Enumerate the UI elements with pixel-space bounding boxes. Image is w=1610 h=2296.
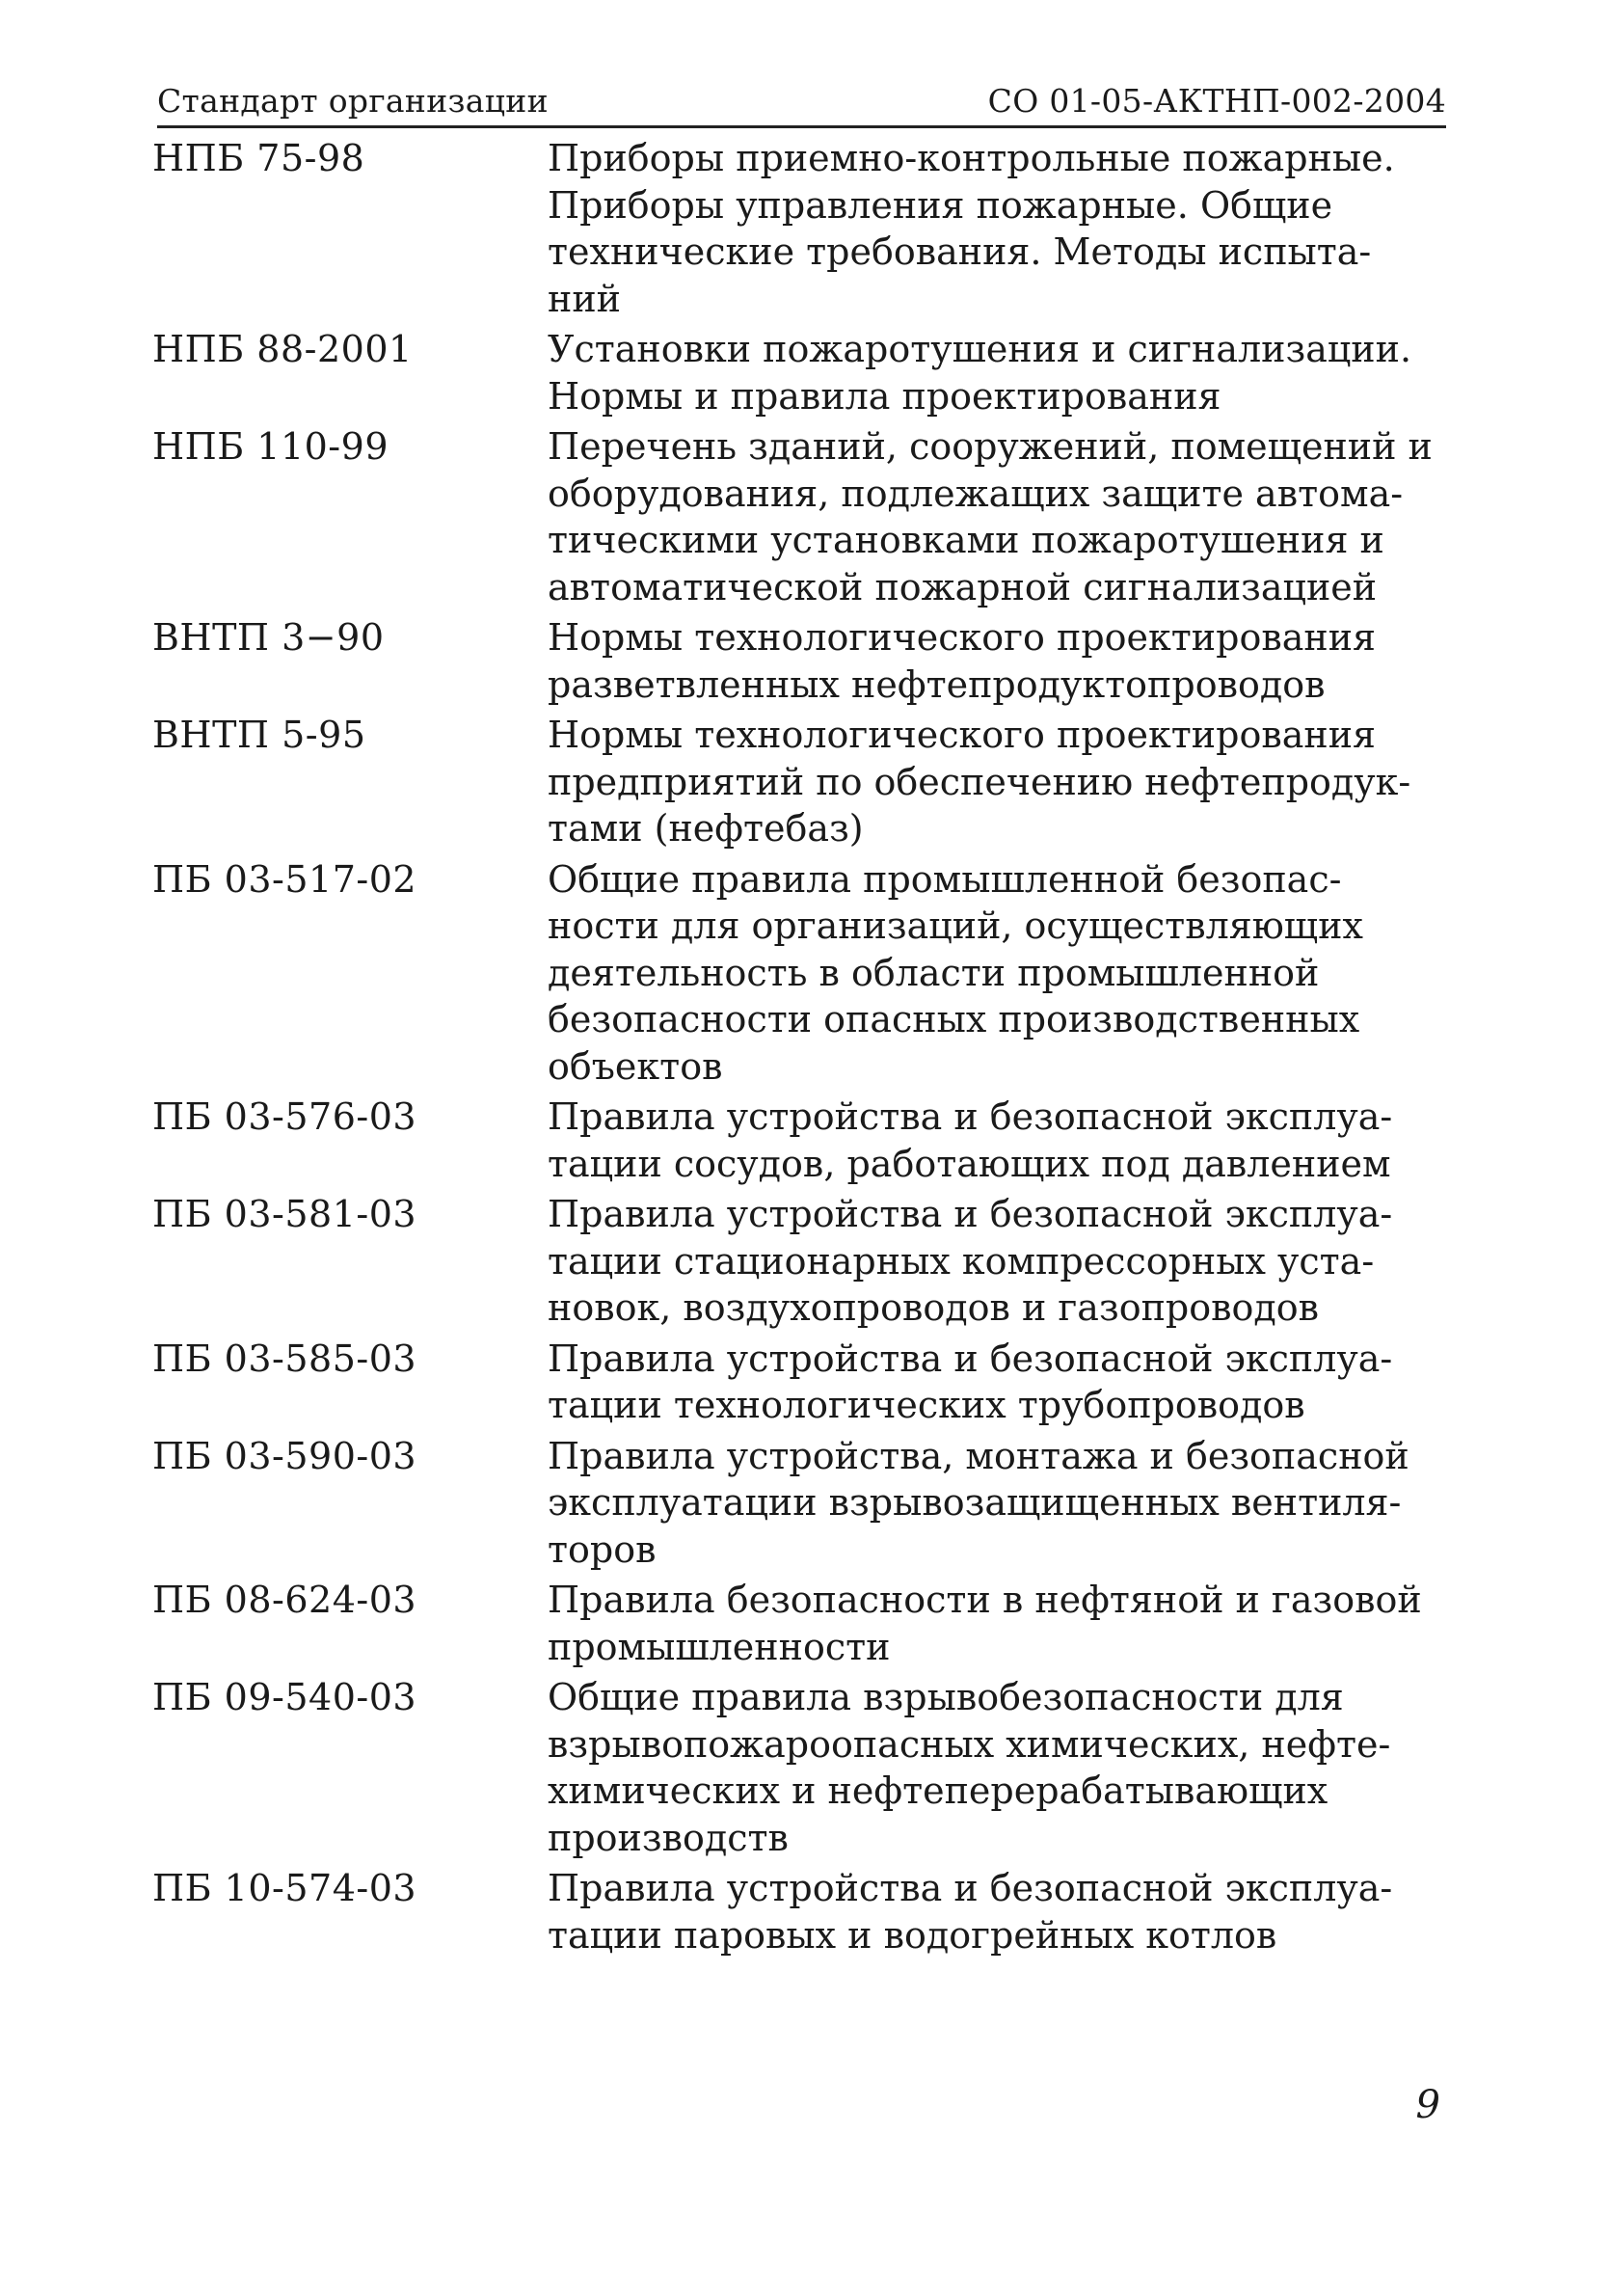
reference-entry [152,1577,1449,1670]
reference-code: ПБ 09-540-03 [152,1676,417,1718]
description-line: Нормы технологического проектирования [548,714,1377,756]
reference-description [548,1191,1449,1332]
reference-code: НПБ 110-99 [152,425,389,468]
description-line: Установки пожаротушения и сигнализации. [548,328,1412,370]
reference-entry [152,1433,1449,1574]
description-line: предприятий по обеспечению нефтепродук- [548,760,1411,803]
reference-entry [152,1674,1449,1861]
description-line: технические требования. Методы испыта- [548,230,1372,273]
description-line: тации стационарных компрессорных уста- [548,1239,1375,1283]
reference-description [548,1674,1449,1861]
description-line: Общие правила промышленной безопас- [548,857,1342,901]
description-line: Нормы технологического проектирования [548,616,1377,659]
reference-code: ПБ 03-585-03 [152,1337,417,1380]
description-line: химических и нефтеперерабатывающих [548,1769,1328,1812]
reference-entry [152,1094,1449,1187]
description-line: тическими установками пожаротушения и [548,519,1384,561]
reference-description [548,1336,1449,1429]
reference-entry [152,135,1449,322]
reference-entry [152,712,1449,852]
description-line: Правила устройства и безопасной эксплуа- [548,1193,1393,1235]
reference-description [548,326,1449,419]
reference-description [548,1094,1449,1187]
description-line: тации паровых и водогрейных котлов [548,1913,1277,1957]
reference-code: НПБ 88-2001 [152,328,413,370]
description-line: тами (нефтебаз) [548,807,864,850]
description-line: производств [548,1816,789,1859]
description-line: деятельность в области промышленной [548,951,1320,994]
reference-entry [152,614,1449,708]
description-line: торов [548,1527,657,1571]
header-organization-standard: Стандарт организации [157,82,549,120]
description-line: эксплуатации взрывозащищенных вентиля- [548,1481,1402,1524]
description-line: Правила устройства и безопасной эксплуа- [548,1867,1393,1909]
description-line: разветвленных нефтепродуктопроводов [548,662,1326,706]
description-line: тации технологических трубопроводов [548,1384,1305,1426]
description-line: Правила устройства и безопасной эксплуа- [548,1337,1393,1380]
description-line: Правила безопасности в нефтяной и газовой [548,1579,1422,1621]
description-line: объектов [548,1044,723,1088]
reference-entry [152,1336,1449,1429]
description-line: Приборы управления пожарные. Общие [548,183,1333,227]
description-line: взрывопожароопасных химических, нефте- [548,1722,1391,1766]
reference-entry [152,326,1449,419]
reference-code: ВНТП 3−90 [152,616,385,659]
page-header [157,68,1446,128]
description-line: Общие правила взрывобезопасности для [548,1676,1344,1718]
description-line: Перечень зданий, сооружений, помещений и [548,425,1433,468]
description-line: автоматической пожарной сигнализацией [548,565,1378,608]
reference-code: НПБ 75-98 [152,137,365,179]
reference-code: ПБ 03-517-02 [152,857,417,901]
reference-entry [152,856,1449,1091]
reference-description [548,614,1449,708]
reference-entry [152,1191,1449,1332]
reference-entry [152,423,1449,610]
description-line: Нормы и правила проектирования [548,374,1221,418]
description-line: ности для организаций, осуществляющих [548,905,1363,947]
reference-code: ПБ 03-581-03 [152,1193,417,1235]
page-number: 9 [1415,2083,1440,2127]
description-line: Правила устройства, монтажа и безопасной [548,1434,1409,1477]
reference-entry [152,1865,1449,1958]
reference-code: ПБ 03-576-03 [152,1095,417,1138]
description-line: Правила устройства и безопасной эксплуа- [548,1095,1393,1138]
reference-list [152,135,1449,1962]
reference-description [548,1433,1449,1574]
description-line: тации сосудов, работающих под давлением [548,1142,1391,1185]
description-line: безопасности опасных производственных [548,998,1360,1040]
reference-description [548,135,1449,322]
description-line: Приборы приемно-контрольные пожарные. [548,137,1395,179]
description-line: промышленности [548,1625,891,1668]
reference-description [548,1865,1449,1958]
reference-description [548,856,1449,1091]
reference-code: ПБ 03-590-03 [152,1434,417,1477]
reference-code: ВНТП 5-95 [152,714,366,756]
reference-description [548,1577,1449,1670]
reference-description [548,712,1449,852]
reference-code: ПБ 08-624-03 [152,1579,417,1621]
reference-code: ПБ 10-574-03 [152,1867,417,1909]
reference-description [548,423,1449,610]
description-line: ний [548,277,621,320]
description-line: новок, воздухопроводов и газопроводов [548,1286,1320,1329]
header-document-code: СО 01-05-АКТНП-002-2004 [987,82,1446,120]
description-line: оборудования, подлежащих защите автома- [548,472,1404,515]
